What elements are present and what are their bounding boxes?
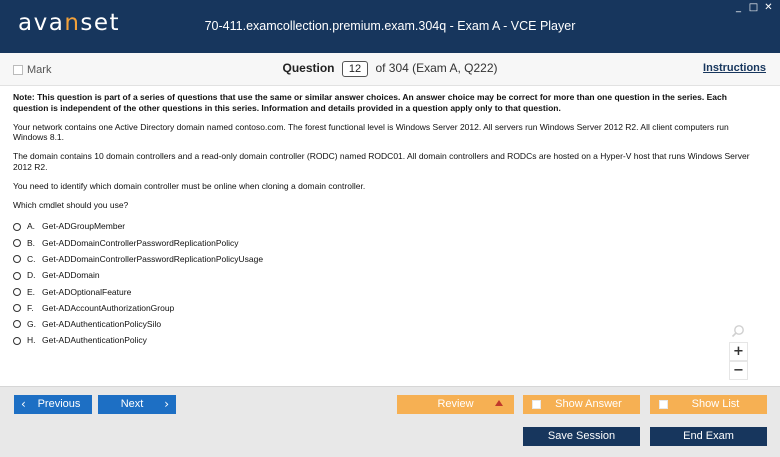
question-indicator xyxy=(0,61,780,77)
show-answer-checkbox[interactable] xyxy=(532,400,541,409)
show-list-checkbox[interactable] xyxy=(659,400,668,409)
answer-option-c[interactable]: C. Get-ADDomainControllerPasswordReplicationPolicyUsage xyxy=(13,251,763,267)
footer-bar xyxy=(0,386,780,457)
triangle-up-icon xyxy=(495,400,503,406)
question-header xyxy=(0,53,780,86)
radio-button[interactable] xyxy=(13,288,21,296)
show-list-button[interactable]: Show List xyxy=(650,395,767,414)
radio-button[interactable] xyxy=(13,272,21,280)
close-icon[interactable]: ✕ xyxy=(764,2,773,13)
question-number-input[interactable]: 12 xyxy=(342,61,368,77)
radio-button[interactable] xyxy=(13,304,21,312)
question-paragraph-1: Your network contains one Active Directory domain named contoso.com. The forest functional level is Windows Server 2012. All servers run Windows Server 2012 R2. All client computers run Windows 8.1. xyxy=(13,121,729,142)
answer-option-d[interactable]: D. Get-ADDomain xyxy=(13,267,763,283)
minimize-icon[interactable]: _ xyxy=(736,2,741,13)
app-logo: avanset xyxy=(18,10,121,36)
question-note: Note: This question is part of a series of questions that use the same or similar answer choices. An answer choice may be correct for more than one question in the series. Each question is independent of the other questions in this series. Information and details provided in a question apply only to that question. xyxy=(13,92,727,113)
instructions-link[interactable]: Instructions xyxy=(703,62,766,74)
maximize-icon[interactable]: □ xyxy=(748,2,759,13)
radio-button[interactable] xyxy=(13,223,21,231)
answer-option-h[interactable]: H. Get-ADAuthenticationPolicy xyxy=(13,333,763,349)
chevron-left-icon: ‹ xyxy=(21,397,26,411)
question-paragraph-3: You need to identify which domain controller must be online when cloning a domain controller. xyxy=(13,180,366,191)
window-title: 70-411.examcollection.premium.exam.304q - Exam A - VCE Player xyxy=(204,19,576,33)
save-session-button[interactable]: Save Session xyxy=(523,427,640,446)
answer-option-b[interactable]: B. Get-ADDomainControllerPasswordReplicationPolicy xyxy=(13,235,763,251)
question-total: of 304 (Exam A, Q222) xyxy=(375,61,498,76)
answer-option-g[interactable]: G. Get-ADAuthenticationPolicySilo xyxy=(13,316,763,332)
next-button[interactable]: Next › xyxy=(98,395,176,414)
previous-button[interactable]: ‹ Previous xyxy=(14,395,92,414)
answer-option-a[interactable]: A. Get-ADGroupMember xyxy=(13,219,763,235)
question-body xyxy=(13,92,763,349)
answer-option-f[interactable]: F. Get-ADAccountAuthorizationGroup xyxy=(13,300,763,316)
chevron-right-icon: › xyxy=(164,397,169,411)
review-button[interactable]: Review xyxy=(397,395,514,414)
window-controls xyxy=(733,2,774,13)
end-exam-button[interactable]: End Exam xyxy=(650,427,767,446)
show-answer-button[interactable]: Show Answer xyxy=(523,395,640,414)
title-bar xyxy=(0,0,780,53)
radio-button[interactable] xyxy=(13,320,21,328)
search-icon xyxy=(731,324,745,338)
radio-button[interactable] xyxy=(13,255,21,263)
mark-label: Mark xyxy=(27,64,52,76)
question-label: Question xyxy=(282,61,335,76)
answer-option-e[interactable]: E. Get-ADOptionalFeature xyxy=(13,284,763,300)
question-prompt: Which cmdlet should you use? xyxy=(13,199,129,210)
zoom-out-button[interactable]: − xyxy=(729,361,748,380)
radio-button[interactable] xyxy=(13,239,21,247)
radio-button[interactable] xyxy=(13,337,21,345)
answer-options xyxy=(13,219,763,349)
question-paragraph-2: The domain contains 10 domain controllers and a read-only domain controller (RODC) named RODC01. All domain controllers and RODCs are hosted on a Hyper-V host that runs Windows Server 2012 R2. xyxy=(13,151,750,172)
zoom-in-button[interactable]: + xyxy=(729,342,748,361)
